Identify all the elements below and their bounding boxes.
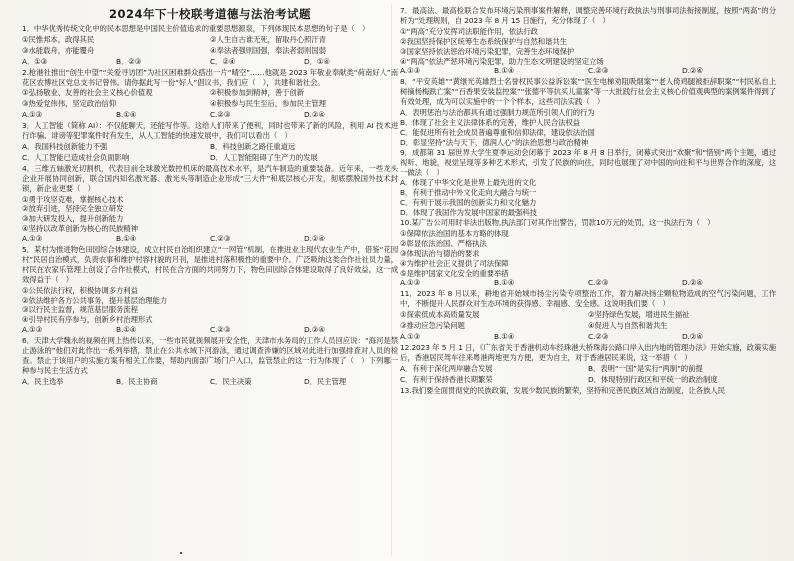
question-5 [22, 245, 398, 335]
question-12 [400, 343, 776, 385]
choice-b: B.①④ [494, 278, 515, 288]
statement: ②放弃引进，坚持完全独立研发 [22, 204, 124, 214]
choice-b: B．②③ [116, 56, 142, 66]
question-stem: 4．三维五轴激光切割机，代表目前全球激光数控机床的最高技术水平，是汽车制造的重要装备。近年来，一些龙头企业开展协同创新，联合国内知名激光器、激光头等制造企业形成“三大件”和底层核心开发，彻底摆脱国外技术封锁，新企业更要（ ） [22, 163, 398, 193]
choice-c: C.②③ [210, 110, 231, 120]
choice-a: A．有利于深化两岸融合发展 [400, 363, 493, 373]
question-stem: 5．某村为推进物色田园综合体建设，成立村民自治组织建立“一网管”机制，在推进业主现代农业生产中，借鉴“花园村”民居自治模式，负责农事和维护村容村貌的月刊，是推进村落积极性的重要中介。广泛吸纳这类合作社社员力量，村民在农家乐管理上创设了合作社模式，村民在合方面的共同努力下，物色田园综合体建设取得了良好效益，这一成效得益于（ ） [22, 245, 398, 284]
choice-a: A.①③ [22, 325, 43, 335]
choice-a: A.①③ [400, 278, 421, 288]
statement: ④奉法者强则国强，奉法者弱则国弱 [210, 45, 326, 55]
choice-c: C.②③ [588, 278, 609, 288]
choice-a: A.①③ [22, 110, 43, 120]
statement: ④为维护社会正义提供了司法保障 [400, 258, 509, 268]
choice-a: A．我国科技创新能力不强 [22, 141, 108, 151]
choice-d: D.②④ [682, 66, 703, 76]
choice-a: A．体现了中华文化是世界上最先进的文化 [400, 178, 537, 188]
choice-a: A．民主选举 [22, 376, 64, 386]
question-stem: 2.枪港社推出“创生中望”“关爱寻访团”为社区困难群众搭出一片“晴空”……他就是 2023 年敬业奉献类“荷南好人”南花区农博社区党总支书记曾伟。请你据此写一份“好人”倡议书，我们应（ ），共建和谐社会。 [22, 67, 398, 87]
left-column [22, 6, 398, 556]
choice-c: C.②③ [588, 66, 609, 76]
statement: ④引导村民有序参与，创新乡村治理形式 [22, 315, 153, 325]
statement: ②积极参加到精神，善于创新 [210, 88, 305, 98]
question-10 [400, 218, 776, 288]
choice-c: C.②③ [588, 332, 609, 341]
choice-c: C．②④ [210, 56, 236, 66]
choice-d: D.②④ [304, 325, 325, 335]
question-stem: 11．2023 年 8 月以来，耕地省开始城市扬尘污染专项整治工作，着力解决扬尘颗粒物造成的空气污染问题，工作中，不断提升人民群众对生态环境的获得感、幸福感、安全感。这说明我们要（ ） [400, 289, 776, 309]
choice-c: C．民主决策 [210, 376, 252, 386]
statement: ③国家坚持依法惩治环境污染犯罪，完善生态环境保护 [400, 46, 575, 56]
statement: ②彰显依法治国、严格执法 [400, 238, 487, 248]
statement: ②坚持绿色发展，增进民生福祉 [588, 310, 690, 320]
statement: ③加大研发投入，提升创新能力 [22, 214, 124, 224]
question-stem: 10.某广告公司用时非法出版物,执法部门对其作出警告，罚款10万元的处罚，这一执法行为（ ） [400, 218, 715, 228]
choice-b: B．表明“一国”是实行“两制”的前提 [588, 363, 703, 373]
statement: ①公民依法行权，积极协调多方利益 [22, 285, 138, 295]
choice-b: B.①④ [494, 66, 515, 76]
statement: ③水能载舟，亦能覆舟 [22, 45, 95, 55]
question-11 [400, 289, 776, 342]
statement: ④促进人与自然和谐共生 [588, 321, 668, 331]
question-9 [400, 148, 776, 218]
choice-b: B.①④ [116, 325, 137, 335]
choice-d: D.②④ [682, 278, 703, 288]
choice-d: D．体现了我国作为发展中国家的最强科技 [400, 208, 537, 218]
statement: ③体现法治与德治的要求 [400, 248, 480, 258]
question-3 [22, 121, 398, 163]
question-8 [400, 77, 776, 147]
statement: ②人生自古谁无死，留取丹心照汗青 [210, 34, 326, 44]
choice-d: D．人工智能阻碍了生产力的发展 [210, 152, 318, 162]
choice-b: B.①④ [116, 110, 137, 120]
choice-d: D．①④ [304, 56, 330, 66]
statement: ①保障依法治国的基本方略的体现 [400, 228, 509, 238]
choice-b: B．民主协商 [116, 376, 158, 386]
question-stem: 12.2023 年 5 月 1 日，《广东省关于香港机动车经珠港大桥珠海公路口岸入出内地的管理办法》开始实施，政策实施后，香港居民驾车往来粤港两地更为方便，更为自主，对于香港居民来说，这一举措（ ） [400, 342, 776, 362]
choice-c: C．能促进所有社会成员普遍尊重和信仰法律，建设依法治国 [400, 127, 595, 137]
choice-a: A.①③ [400, 332, 421, 341]
choice-b: B．有利于推动中外文化走向大融合与统一 [400, 188, 537, 198]
statement: ④坚持以改革创新为核心的民族精神 [22, 224, 138, 234]
statement: ③以行民主监督，规范基层服务流程 [22, 305, 138, 315]
choice-d: D.②④ [304, 234, 325, 244]
right-column [400, 6, 776, 556]
choice-b: B.①④ [116, 234, 137, 244]
choice-c: C.②③ [210, 325, 231, 335]
statement: ④积极参与民生至后，参加民主管理 [210, 99, 326, 109]
question-stem: 9．成都第 31 届世界大学生夏季运动会闭幕于 2023 年 8 月 8 日举行，闭幕式突出“欢聚”和“惜别”两个主题，通过视听、地貌，视觉呈现等多种艺术形式，引发了民族的向往，同时也展现了对中国的向往和平与世界合作的深度，这一做法（ ） [400, 147, 776, 177]
choice-a: A．①③ [22, 56, 48, 66]
statement: ①弘扬敬业、友善的社会主义核心价值观 [22, 88, 153, 98]
statement: ③热爱党伟伟，坚定政治信仰 [22, 99, 117, 109]
question-stem: 1．中华优秀传统文化中的民本思想是中国民主价值追求的重要思想源泉，下列体现民本思想的句子是（ ） [22, 24, 370, 33]
choice-d: D．体现特别行政区和平统一的政治制度 [588, 374, 718, 384]
statement: ①“两高”充分发挥司法职能作用，依法行政 [400, 26, 538, 36]
statement: ⑤是维护国家文化安全的重要举措 [400, 268, 509, 278]
question-1 [22, 24, 398, 67]
choice-b: B．体现了社会主义法律体系的完善，维护人民合法权益 [400, 117, 580, 127]
statement: ①勇于攻坚克难，掌握核心技术 [22, 194, 124, 204]
choice-c: C．有利于展示我国的创新实力和文化魅力 [400, 198, 537, 208]
choice-a: A.①③ [400, 66, 421, 76]
choice-a: A.①③ [22, 234, 43, 244]
statement: ④“两高”依法严惩环境污染犯罪，助力生态文明建设的坚定立场 [400, 56, 604, 66]
choice-d: D．民主管理 [304, 376, 347, 386]
choice-b: B．科技创新之路任重道远 [210, 141, 296, 151]
question-6 [22, 336, 398, 387]
choice-a: A．表明惩治与法治都具有通过强制力规范所引领人们的行为 [400, 108, 595, 118]
question-stem: 3．人工智能（简称 AI）：不仅能聊天，还能写作等。这给人们带来了便利，同时也带来了新的风险，利用 AI 技术进行诈骗、诽谤等犯罪案件时有发生，从人工智能的快速发展中，我们可以看出（ ） [22, 121, 398, 141]
choice-d: D.②④ [304, 110, 325, 120]
statement: ②我国坚持保护区统筹生态系统保护与自然和谐共生 [400, 36, 567, 46]
question-stem: 6．天津大学魏永的视频在网上热传以来，一些市民就视频展开安全性，天津市水务局的工作人员回应说：“海河是禁止游泳的”他们对此作出一系列举措，禁止在公共水域下河游泳，通过调查涉嫌的区域对此进行加强排查对人员的检查。禁止于该用户的实施方案有相关工作要，帮助内面部广场门户入口，监管禁止的这一行为体现了（ ）下列哪一种参与民主生活方式 [22, 336, 398, 375]
choice-d: D.②④ [682, 332, 703, 341]
choice-c: C．有利于保持香港长期繁荣 [400, 374, 493, 384]
question-4 [22, 164, 398, 244]
question-stem: 13.我们要全面贯彻党的民族政策，发展少数民族的繁荣，坚持和完善民族区域自治制度，让各族人民 [400, 385, 725, 395]
question-2 [22, 68, 398, 121]
statement: ①探索低成本高质量发展 [400, 310, 480, 320]
question-7 [400, 6, 776, 76]
choice-b: B.①④ [494, 332, 515, 341]
scan-speck [180, 552, 182, 554]
choice-c: C.②③ [210, 234, 231, 244]
page-title: 2024年下十校联考道德与法治考试题 [108, 7, 311, 21]
statement: ②依法维护各方公共事务，提升基层治理能力 [22, 295, 168, 305]
statement: ③推动应急污染问题 [400, 321, 465, 331]
question-stem: 8．“平安英雄”“黄继光英雄烈士名誉权民事公益诉讼案”“医生电梯劝阻吸烟案”“老人倚鸡腿被拒辞职案”“村民私自上树摘杨梅跌亡案”“百香果安装监控案”“张德平等抗买儿童案”等一大批践行社会主义核心价值观典型的案例案件得到了有效处理，成为可以实施中的一个个样本，这些司法实践（ ） [400, 77, 776, 107]
question-13 [400, 386, 776, 396]
question-stem: 7．最高法、最高检联合发布环境污染刑事案件解释，调整完善环境行政执法与刑事司法衔接制度，按照“两高”的分析为“处理规则，自 2023 年 8 月 15 日施行，充分体现了（ ） [400, 6, 776, 25]
choice-d: D．彰显坚持“法与天下，德润人心”的法治思想与政治精神 [400, 137, 589, 147]
choice-c: C．人工智能已造成社会负面影响 [22, 152, 130, 162]
statement: ①民惟邦本，政得其民 [22, 34, 95, 44]
